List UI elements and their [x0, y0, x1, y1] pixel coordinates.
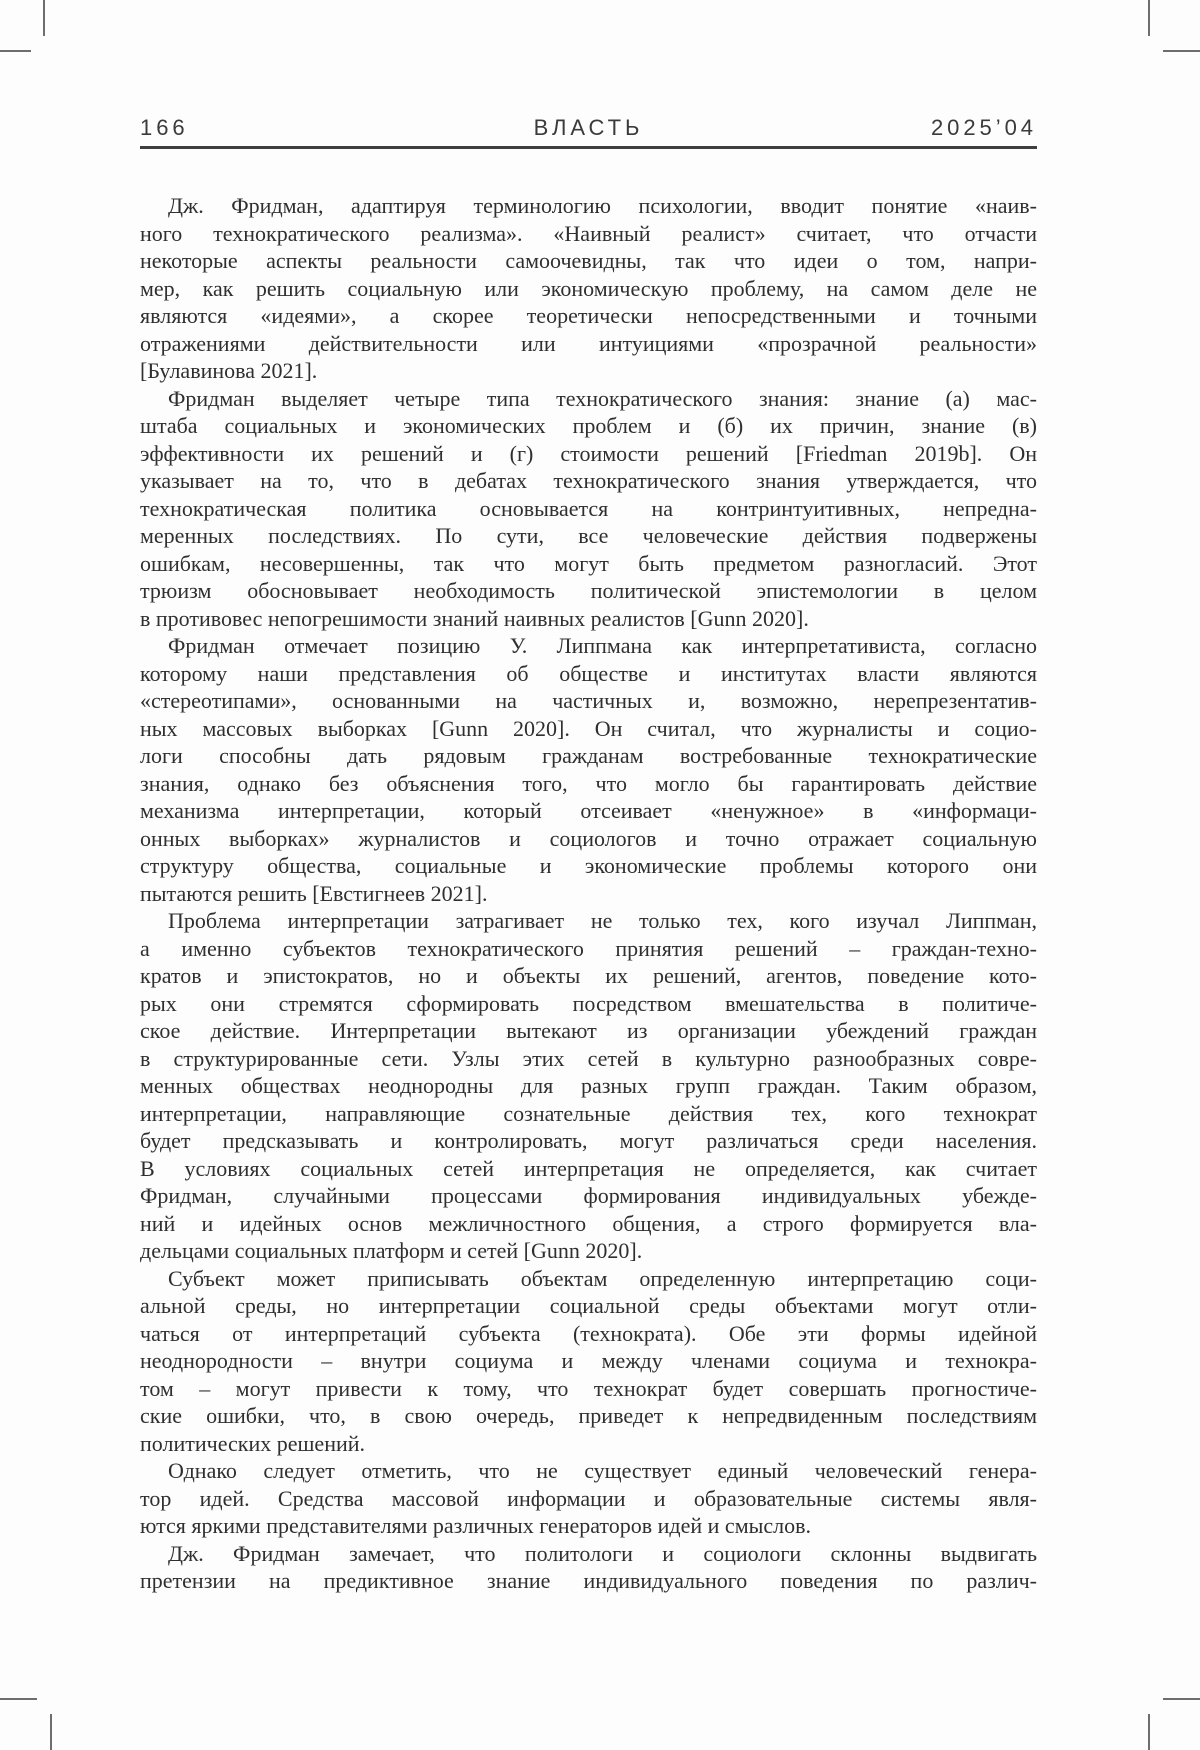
text-line: «стереотипами», основанными на частичных и, возможно, нерепрезентатив- — [140, 688, 1037, 713]
text-line: ское действие. Интерпретации вытекают из организации убеждений граждан — [140, 1018, 1037, 1043]
crop-mark-bottom-left-horizontal — [0, 1698, 37, 1700]
text-line: штаба социальных и экономических проблем и (б) их причин, знание (в) — [140, 413, 1037, 438]
text-line: меренных последствиях. По сути, все человеческие действия подвержены — [140, 523, 1037, 548]
crop-mark-top-left-horizontal — [0, 50, 31, 52]
paragraph — [140, 632, 1037, 907]
crop-mark-top-right-horizontal — [1163, 50, 1200, 52]
text-line: онных выборках» журналистов и социологов и точно отражает социальную — [140, 825, 1037, 851]
text-line: ний и идейных основ межличностного общения, а строго формируется вла- — [140, 1210, 1037, 1236]
text-line: политических решений. — [140, 1430, 366, 1456]
crop-mark-bottom-right-vertical — [1148, 1714, 1150, 1750]
crop-mark-bottom-left-vertical — [50, 1714, 52, 1750]
text-line: эффективности их решений и (г) стоимости решений [Friedman 2019b]. Он — [140, 440, 1037, 466]
text-line: том – могут привести к тому, что технократ будет совершать прогностиче- — [140, 1375, 1037, 1401]
paragraph — [140, 1265, 1037, 1458]
text-line: дельцами социальных платформ и сетей [Gunn 2020]. — [140, 1238, 643, 1263]
text-line: чаться от интерпретаций субъекта (технократа). Обе эти формы идейной — [140, 1320, 1037, 1346]
text-line: Дж. Фридман замечает, что политологи и социологи склонны выдвигать — [168, 1540, 1037, 1566]
paragraph — [140, 1457, 1037, 1540]
article-body — [140, 192, 1037, 1595]
page-number: 166 — [140, 115, 189, 140]
text-line: трюизм обосновывает необходимость политической эпистемологии в целом — [140, 578, 1037, 603]
text-line: ных массовых выборках [Gunn 2020]. Он считал, что журналисты и социо- — [140, 715, 1037, 741]
text-line: знания, однако без объяснения того, что могло бы гарантировать действие — [140, 770, 1037, 796]
crop-mark-top-right-vertical — [1148, 0, 1150, 36]
text-line: которому наши представления об обществе и институтах власти являются — [140, 660, 1037, 686]
text-line: тор идей. Средства массовой информации и образовательные системы явля- — [140, 1485, 1037, 1511]
text-line: структуру общества, социальные и экономические проблемы которого они — [140, 853, 1037, 878]
text-line: ские ошибки, что, в свою очередь, приведет к непредвиденным последствиям — [140, 1403, 1037, 1428]
text-line: указывает на то, что в дебатах технократического знания утверждается, что — [140, 468, 1037, 493]
text-line: неоднородности – внутри социума и между членами социума и технокра- — [140, 1348, 1037, 1373]
text-line: ного технократического реализма». «Наивный реалист» считает, что отчасти — [140, 220, 1037, 246]
text-line: технократическая политика основывается на контринтуитивных, непредна- — [140, 495, 1037, 521]
text-line: менных обществах неоднородны для разных групп граждан. Таким образом, — [140, 1073, 1037, 1098]
text-line: пытаются решить [Евстигнеев 2021]. — [140, 880, 488, 906]
text-line: являются «идеями», а скорее теоретически непосредственными и точными — [140, 303, 1037, 328]
crop-mark-bottom-right-horizontal — [1163, 1698, 1200, 1700]
text-line: ются яркими представителями различных генераторов идей и смыслов. — [140, 1513, 812, 1538]
running-head — [140, 113, 1037, 141]
text-line: Дж. Фридман, адаптируя терминологию психологии, вводит понятие «наив- — [168, 193, 1037, 218]
text-line: Однако следует отметить, что не существует единый человеческий генера- — [168, 1458, 1037, 1483]
text-line: Фридман отмечает позицию У. Липпмана как интерпретативиста, согласно — [168, 633, 1037, 658]
text-line: Субъект может приписывать объектам определенную интерпретацию соци- — [168, 1265, 1037, 1291]
text-line: В условиях социальных сетей интерпретация не определяется, как считает — [140, 1155, 1037, 1181]
header-rule — [140, 146, 1037, 149]
text-line: механизма интерпретации, который отсеивает «ненужное» в «информаци- — [140, 798, 1037, 823]
text-line: Фридман выделяет четыре типа технократического знания: знание (а) мас- — [168, 385, 1037, 411]
text-line: Проблема интерпретации затрагивает не только тех, кого изучал Липпман, — [168, 908, 1037, 933]
journal-title: ВЛАСТЬ — [533, 115, 644, 140]
text-line: некоторые аспекты реальности самоочевидны, так что идеи о том, напри- — [140, 248, 1037, 273]
text-line: [Булавинова 2021]. — [140, 358, 318, 383]
text-line: кратов и эпистократов, но и объекты их решений, агентов, поведение кото- — [140, 963, 1037, 988]
text-line: будет предсказывать и контролировать, могут различаться среди населения. — [140, 1128, 1037, 1153]
text-line: рых они стремятся сформировать посредством вмешательства в политиче- — [140, 990, 1037, 1016]
paragraph — [140, 385, 1037, 633]
text-line: а именно субъектов технократического принятия решений – граждан-техно- — [140, 935, 1037, 961]
text-line: отражениями действительности или интуициями «прозрачной реальности» — [140, 330, 1037, 356]
text-line: мер, как решить социальную или экономическую проблему, на самом деле не — [140, 275, 1037, 301]
crop-mark-top-left-vertical — [43, 0, 45, 36]
text-line: претензии на предиктивное знание индивидуального поведения по различ- — [140, 1568, 1037, 1593]
issue-number: 2025’04 — [930, 115, 1037, 140]
paragraph — [140, 192, 1037, 385]
text-line: интерпретации, направляющие сознательные действия тех, кого технократ — [140, 1100, 1037, 1126]
paragraph — [140, 907, 1037, 1265]
text-line: в структурированные сети. Узлы этих сетей в культурно разнообразных совре- — [140, 1045, 1037, 1071]
text-line: ошибкам, несовершенны, так что могут быть предметом разногласий. Этот — [140, 550, 1037, 576]
text-line: в противовес непогрешимости знаний наивных реалистов [Gunn 2020]. — [140, 605, 809, 631]
text-line: Фридман, случайными процессами формирования индивидуальных убежде- — [140, 1183, 1037, 1208]
text-line: альной среды, но интерпретации социальной среды объектами могут отли- — [140, 1293, 1037, 1318]
text-line: логи способны дать рядовым гражданам востребованные технократические — [140, 743, 1037, 768]
paragraph — [140, 1540, 1037, 1595]
